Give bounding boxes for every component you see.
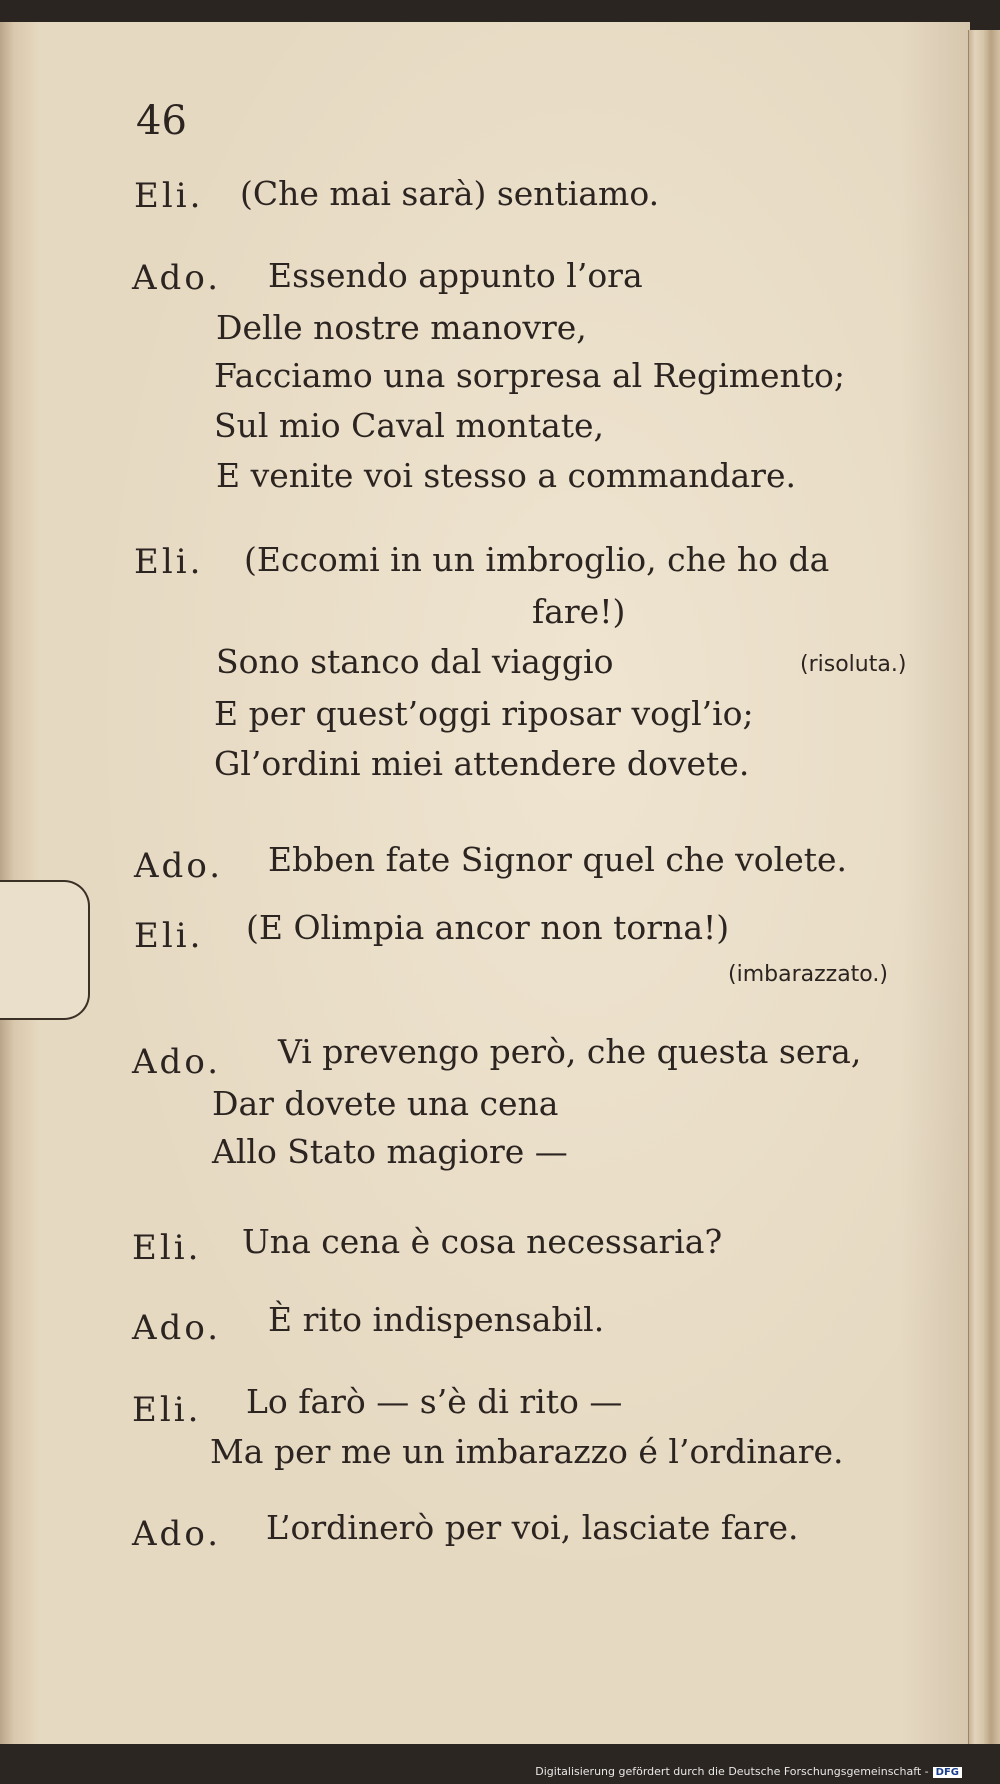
- page-tab-marker: [0, 880, 90, 1020]
- verse-line: Dar dovete una cena: [212, 1084, 559, 1123]
- verse-line: E per quest’oggi riposar vogl’io;: [214, 694, 754, 733]
- verse-line: L’ordinerò per voi, lasciate fare.: [266, 1508, 799, 1547]
- verse-line: Essendo appunto l’ora: [268, 256, 643, 295]
- verse-line: Delle nostre manovre,: [216, 308, 587, 347]
- verse-line: Facciamo una sorpresa al Regimento;: [214, 356, 846, 395]
- stage-direction: (risoluta.): [800, 652, 907, 677]
- stage-direction: (imbarazzato.): [728, 962, 888, 987]
- page-right-edge: [968, 30, 1000, 1750]
- verse-line: Sono stanco dal viaggio: [216, 642, 614, 681]
- speaker-label: Ado.: [132, 258, 221, 298]
- verse-line: (E Olimpia ancor non torna!): [246, 908, 730, 947]
- verse-line: Gl’ordini miei attendere dovete.: [214, 744, 750, 783]
- verse-line: Ebben fate Signor quel che volete.: [268, 840, 848, 879]
- verse-line: E venite voi stesso a commandare.: [216, 456, 796, 495]
- verse-line: È rito indispensabil.: [268, 1300, 605, 1339]
- verse-line: Ma per me un imbarazzo é l’ordinare.: [210, 1432, 844, 1471]
- speaker-label: Eli.: [132, 1390, 202, 1430]
- scan-bottom-border: [0, 1744, 1000, 1784]
- speaker-label: Eli.: [132, 1228, 202, 1268]
- speaker-label: Eli.: [134, 916, 204, 956]
- speaker-label: Ado.: [134, 846, 223, 886]
- verse-line: Sul mio Caval montate,: [214, 406, 605, 445]
- verse-line: Allo Stato magiore —: [212, 1132, 568, 1171]
- speaker-label: Ado.: [132, 1514, 221, 1554]
- speaker-label: Ado.: [132, 1308, 221, 1348]
- page-number: 46: [136, 98, 187, 144]
- footer-text: Digitalisierung gefördert durch die Deutsche Forschungsgemeinschaft -: [535, 1765, 929, 1778]
- verse-line: Vi prevengo però, che questa sera,: [278, 1032, 862, 1071]
- dfg-logo: DFG: [933, 1767, 962, 1778]
- digitization-footer: [535, 1765, 962, 1778]
- speaker-label: Eli.: [134, 176, 204, 216]
- verse-line: Lo farò — s’è di rito —: [246, 1382, 623, 1421]
- verse-line: (Eccomi in un imbroglio, che ho da: [244, 540, 830, 579]
- speaker-label: Ado.: [132, 1042, 221, 1082]
- verse-line: Una cena è cosa necessaria?: [242, 1222, 723, 1261]
- verse-line: (Che mai sarà) sentiamo.: [240, 174, 660, 213]
- speaker-label: Eli.: [134, 542, 204, 582]
- verse-line: fare!): [532, 592, 626, 631]
